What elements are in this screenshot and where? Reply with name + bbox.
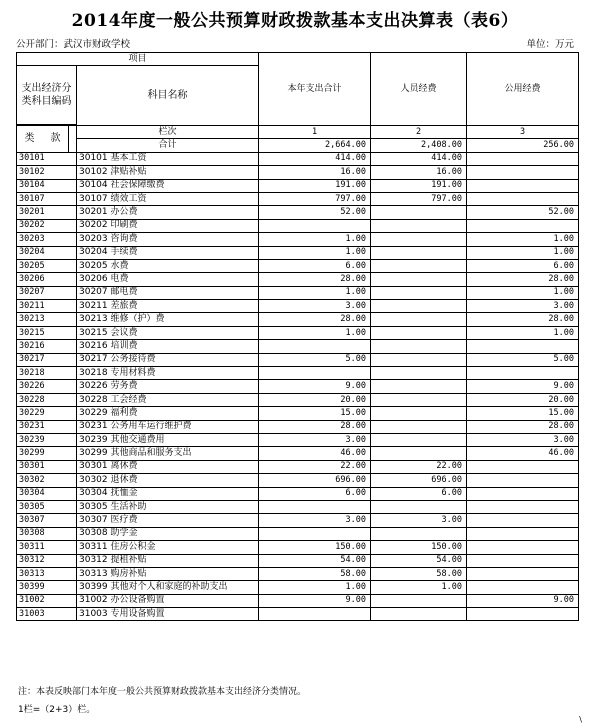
row-personnel <box>371 367 467 380</box>
table-row <box>17 527 579 540</box>
row-name: 30201 办公费 <box>77 206 259 219</box>
row-name: 30104 社会保障缴费 <box>77 179 259 192</box>
row-total: 20.00 <box>259 393 371 406</box>
table-row <box>17 152 579 165</box>
row-name: 30304 抚恤金 <box>77 487 259 500</box>
row-name: 30312 提租补贴 <box>77 554 259 567</box>
row-total: 5.00 <box>259 353 371 366</box>
row-total: 6.00 <box>259 259 371 272</box>
row-personnel <box>371 500 467 513</box>
header-col-total: 本年支出合计 <box>259 53 371 126</box>
row-total: 9.00 <box>259 380 371 393</box>
row-name: 30228 工会经费 <box>77 393 259 406</box>
row-code: 30226 <box>17 380 77 393</box>
table-row <box>17 460 579 473</box>
row-code: 30229 <box>17 407 77 420</box>
table-row <box>17 246 579 259</box>
row-name: 30226 劳务费 <box>77 380 259 393</box>
row-code: 30399 <box>17 581 77 594</box>
row-personnel <box>371 407 467 420</box>
row-personnel <box>371 259 467 272</box>
row-public: 52.00 <box>467 206 579 219</box>
table-row <box>17 273 579 286</box>
row-code: 30313 <box>17 567 77 580</box>
row-total: 52.00 <box>259 206 371 219</box>
row-personnel: 54.00 <box>371 554 467 567</box>
row-name: 30204 手续费 <box>77 246 259 259</box>
expenditure-table <box>16 52 579 621</box>
total-label: 合计 <box>77 139 259 152</box>
row-personnel <box>371 594 467 607</box>
row-public: 1.00 <box>467 233 579 246</box>
row-total: 150.00 <box>259 541 371 554</box>
row-total: 3.00 <box>259 433 371 446</box>
row-public: 5.00 <box>467 353 579 366</box>
row-personnel: 797.00 <box>371 192 467 205</box>
row-total <box>259 340 371 353</box>
total-value-3: 256.00 <box>467 139 579 152</box>
row-personnel <box>371 527 467 540</box>
row-public: 28.00 <box>467 420 579 433</box>
row-personnel: 414.00 <box>371 152 467 165</box>
row-code: 30215 <box>17 326 77 339</box>
row-public <box>467 460 579 473</box>
department-label: 公开部门：武汉市财政学校 <box>16 39 131 50</box>
row-public: 28.00 <box>467 273 579 286</box>
row-personnel <box>371 447 467 460</box>
table-row <box>17 608 579 621</box>
row-code: 30102 <box>17 166 77 179</box>
table-row <box>17 166 579 179</box>
row-personnel <box>371 393 467 406</box>
row-total <box>259 527 371 540</box>
table-row <box>17 340 579 353</box>
row-personnel <box>371 433 467 446</box>
row-code: 30305 <box>17 500 77 513</box>
row-code: 30202 <box>17 219 77 232</box>
row-name: 30301 离休费 <box>77 460 259 473</box>
row-name: 30211 差旅费 <box>77 300 259 313</box>
row-name: 30217 公务接待费 <box>77 353 259 366</box>
row-code: 30308 <box>17 527 77 540</box>
row-name: 30102 津贴补贴 <box>77 166 259 179</box>
row-total: 1.00 <box>259 326 371 339</box>
row-total: 1.00 <box>259 286 371 299</box>
table-row <box>17 192 579 205</box>
table-row <box>17 259 579 272</box>
row-public <box>467 581 579 594</box>
row-total: 3.00 <box>259 514 371 527</box>
header-lanci: 栏次 <box>77 126 259 139</box>
row-public <box>467 487 579 500</box>
total-row <box>17 139 579 152</box>
header-row-lanci <box>17 126 579 139</box>
header-code-label: 支出经济分类科目编码 <box>17 66 77 125</box>
row-total: 1.00 <box>259 246 371 259</box>
row-public: 3.00 <box>467 433 579 446</box>
row-total <box>259 219 371 232</box>
total-value-2: 2,408.00 <box>371 139 467 152</box>
header-name-label: 科目名称 <box>77 66 259 126</box>
row-name: 31003 专用设备购置 <box>77 608 259 621</box>
table-row <box>17 313 579 326</box>
row-total <box>259 500 371 513</box>
row-name: 30202 印刷费 <box>77 219 259 232</box>
row-name: 30107 绩效工资 <box>77 192 259 205</box>
row-code: 30217 <box>17 353 77 366</box>
table-row <box>17 433 579 446</box>
row-public <box>467 192 579 205</box>
row-code: 30228 <box>17 393 77 406</box>
header-lei <box>17 126 69 153</box>
row-personnel <box>371 340 467 353</box>
table-row <box>17 500 579 513</box>
table-row <box>17 286 579 299</box>
row-total: 58.00 <box>259 567 371 580</box>
row-public: 9.00 <box>467 594 579 607</box>
row-personnel: 58.00 <box>371 567 467 580</box>
table-row <box>17 514 579 527</box>
table-row <box>17 179 579 192</box>
row-personnel <box>371 353 467 366</box>
row-code: 30206 <box>17 273 77 286</box>
row-personnel: 150.00 <box>371 541 467 554</box>
row-code: 30107 <box>17 192 77 205</box>
row-total: 54.00 <box>259 554 371 567</box>
row-public <box>467 541 579 554</box>
row-name: 30239 其他交通费用 <box>77 433 259 446</box>
row-total: 191.00 <box>259 179 371 192</box>
row-public: 1.00 <box>467 246 579 259</box>
row-personnel: 191.00 <box>371 179 467 192</box>
footnote-2: 1栏=（2+3）栏。 <box>18 705 96 715</box>
table-row <box>17 594 579 607</box>
row-personnel: 1.00 <box>371 581 467 594</box>
row-code: 30311 <box>17 541 77 554</box>
row-total: 16.00 <box>259 166 371 179</box>
table-row <box>17 567 579 580</box>
row-personnel <box>371 313 467 326</box>
row-total: 696.00 <box>259 474 371 487</box>
row-public <box>467 567 579 580</box>
row-name: 30206 电费 <box>77 273 259 286</box>
row-code: 30218 <box>17 367 77 380</box>
row-total <box>259 367 371 380</box>
row-code: 30307 <box>17 514 77 527</box>
row-name: 30205 水费 <box>77 259 259 272</box>
table-row <box>17 233 579 246</box>
row-public: 20.00 <box>467 393 579 406</box>
table-row <box>17 487 579 500</box>
row-code: 30301 <box>17 460 77 473</box>
table-row <box>17 474 579 487</box>
row-public: 1.00 <box>467 326 579 339</box>
row-personnel <box>371 326 467 339</box>
report-meta <box>16 36 574 48</box>
total-value-1: 2,664.00 <box>259 139 371 152</box>
header-kuan-text: 款 <box>50 133 61 145</box>
row-personnel <box>371 380 467 393</box>
table-row <box>17 367 579 380</box>
row-personnel <box>371 300 467 313</box>
footnote-1: 注：本表反映部门本年度一般公共预算财政拨款基本支出经济分类情况。 <box>18 687 307 697</box>
table-row <box>17 581 579 594</box>
row-code: 30304 <box>17 487 77 500</box>
row-code: 30104 <box>17 179 77 192</box>
row-public <box>467 166 579 179</box>
row-public <box>467 340 579 353</box>
row-code: 31003 <box>17 608 77 621</box>
row-name: 30207 邮电费 <box>77 286 259 299</box>
row-code: 30312 <box>17 554 77 567</box>
table-row <box>17 407 579 420</box>
row-personnel <box>371 286 467 299</box>
table-row <box>17 541 579 554</box>
row-total: 22.00 <box>259 460 371 473</box>
row-total: 28.00 <box>259 273 371 286</box>
header-idx-1: 1 <box>259 126 371 139</box>
row-name: 30299 其他商品和服务支出 <box>77 447 259 460</box>
row-name: 30203 咨询费 <box>77 233 259 246</box>
table-row <box>17 300 579 313</box>
header-row-item <box>17 53 579 66</box>
row-name: 30399 其他对个人和家庭的补助支出 <box>77 581 259 594</box>
row-public <box>467 514 579 527</box>
row-code: 30211 <box>17 300 77 313</box>
row-public <box>467 554 579 567</box>
row-name: 30231 公务用车运行维护费 <box>77 420 259 433</box>
row-public <box>467 219 579 232</box>
header-item: 项目 <box>17 53 259 66</box>
row-public <box>467 527 579 540</box>
row-name: 30305 生活补助 <box>77 500 259 513</box>
row-name: 30218 专用材料费 <box>77 367 259 380</box>
row-personnel <box>371 206 467 219</box>
header-col-personnel: 人员经费 <box>371 53 467 126</box>
row-total: 28.00 <box>259 420 371 433</box>
row-public: 3.00 <box>467 300 579 313</box>
row-personnel: 16.00 <box>371 166 467 179</box>
row-public: 6.00 <box>467 259 579 272</box>
row-personnel: 22.00 <box>371 460 467 473</box>
row-code: 30205 <box>17 259 77 272</box>
row-total: 1.00 <box>259 233 371 246</box>
row-public <box>467 474 579 487</box>
row-public: 28.00 <box>467 313 579 326</box>
header-idx-3: 3 <box>467 126 579 139</box>
row-total: 1.00 <box>259 581 371 594</box>
row-personnel <box>371 233 467 246</box>
row-total: 46.00 <box>259 447 371 460</box>
row-name: 31002 办公设备购置 <box>77 594 259 607</box>
row-name: 30313 购房补贴 <box>77 567 259 580</box>
corner-mark: \ <box>579 715 582 724</box>
row-public <box>467 367 579 380</box>
table-row <box>17 420 579 433</box>
row-name: 30302 退休费 <box>77 474 259 487</box>
row-personnel: 696.00 <box>371 474 467 487</box>
row-total: 6.00 <box>259 487 371 500</box>
table-row <box>17 554 579 567</box>
row-total: 28.00 <box>259 313 371 326</box>
row-name: 30216 培训费 <box>77 340 259 353</box>
row-personnel <box>371 273 467 286</box>
row-code: 30302 <box>17 474 77 487</box>
row-code: 30239 <box>17 433 77 446</box>
table-row <box>17 219 579 232</box>
row-public: 1.00 <box>467 286 579 299</box>
row-code: 30299 <box>17 447 77 460</box>
row-public <box>467 179 579 192</box>
table-row <box>17 353 579 366</box>
row-code: 31002 <box>17 594 77 607</box>
row-personnel: 3.00 <box>371 514 467 527</box>
table-row <box>17 326 579 339</box>
unit-label: 单位：万元 <box>526 39 574 50</box>
header-lei-text: 类 <box>24 133 35 145</box>
row-code: 30201 <box>17 206 77 219</box>
row-public: 46.00 <box>467 447 579 460</box>
row-name: 30311 住房公积金 <box>77 541 259 554</box>
row-code: 30213 <box>17 313 77 326</box>
row-public <box>467 608 579 621</box>
row-total: 797.00 <box>259 192 371 205</box>
row-public: 15.00 <box>467 407 579 420</box>
header-col-public: 公用经费 <box>467 53 579 126</box>
row-total: 3.00 <box>259 300 371 313</box>
row-code: 30101 <box>17 152 77 165</box>
row-code: 30216 <box>17 340 77 353</box>
header-idx-2: 2 <box>371 126 467 139</box>
row-total: 9.00 <box>259 594 371 607</box>
row-personnel: 6.00 <box>371 487 467 500</box>
table-row <box>17 206 579 219</box>
row-total <box>259 608 371 621</box>
row-personnel <box>371 420 467 433</box>
row-name: 30308 助学金 <box>77 527 259 540</box>
row-name: 30215 会议费 <box>77 326 259 339</box>
header-lei-kuan-pad <box>69 126 77 153</box>
table-row <box>17 393 579 406</box>
row-name: 30307 医疗费 <box>77 514 259 527</box>
row-total: 15.00 <box>259 407 371 420</box>
row-name: 30101 基本工资 <box>77 152 259 165</box>
row-name: 30229 福利费 <box>77 407 259 420</box>
row-personnel <box>371 608 467 621</box>
row-code: 30204 <box>17 246 77 259</box>
row-public <box>467 500 579 513</box>
row-name: 30213 维修（护）费 <box>77 313 259 326</box>
row-personnel <box>371 219 467 232</box>
row-total: 414.00 <box>259 152 371 165</box>
row-code: 30203 <box>17 233 77 246</box>
row-public <box>467 152 579 165</box>
row-personnel <box>371 246 467 259</box>
table-row <box>17 380 579 393</box>
table-row <box>17 447 579 460</box>
row-code: 30207 <box>17 286 77 299</box>
row-code: 30231 <box>17 420 77 433</box>
page-title: 2014年度一般公共预算财政拨款基本支出决算表（表6） <box>71 11 519 31</box>
row-public: 9.00 <box>467 380 579 393</box>
